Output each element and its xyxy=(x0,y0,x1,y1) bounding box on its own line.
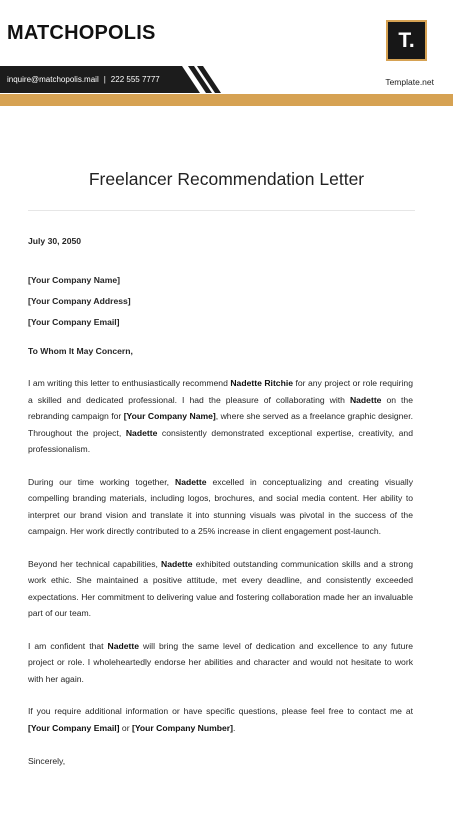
p4-text-2: will bring the same level of dedication and excellence to any future project or role. I wholeheartedly endorse her abilities and character and would not hesitate to work with her again. xyxy=(28,640,413,684)
letter-date: July 30, 2050 xyxy=(28,236,82,246)
p5-bold-1: [Your Company Email] xyxy=(28,722,120,733)
contact-separator: | xyxy=(103,75,106,84)
p5-text-2: or xyxy=(119,722,132,733)
paragraph-2 xyxy=(28,474,413,540)
p4-bold-1: Nadette xyxy=(107,640,140,651)
contact-bar xyxy=(0,66,225,93)
paragraph-5 xyxy=(28,703,413,736)
p5-bold-2: [Your Company Number] xyxy=(131,722,234,733)
contact-email: inquire@matchopolis.mail xyxy=(7,75,99,84)
p1-text-4: , where she served as a freelance graphic designer. Throughout the project, xyxy=(28,411,413,438)
p1-bold-4: Nadette xyxy=(125,427,158,438)
p2-text-1: During our time working together, xyxy=(28,476,175,487)
p1-bold-1: Nadette Ritchie xyxy=(230,378,293,388)
p5-text-3: . xyxy=(233,722,236,733)
letter-title: Freelancer Recommendation Letter xyxy=(88,169,365,189)
paragraph-4 xyxy=(28,638,413,688)
brand-name: MATCHOPOLIS xyxy=(7,22,156,44)
paragraph-3 xyxy=(28,556,413,622)
p3-text-2: exhibited outstanding communication skills and a strong work ethic. She maintained a positive attitude, met every deadline, and consistently exceeded expectations. Her commitment to delivering value and fostering collaboration made her an invaluable part of our team. xyxy=(28,558,413,618)
contact-info xyxy=(7,66,160,93)
site-label: Template.net xyxy=(385,77,434,87)
p2-text-2: excelled in conceptualizing and creating visually compelling branding materials, including logos, brochures, and social media content. Her ability to interpret our brand vision and translate it into stunning visuals was pivotal in the success of the campaign. Her work directly contributed to a 25% increase in client engagement post-launch. xyxy=(28,476,413,536)
letter-body xyxy=(28,233,413,770)
closing: Sincerely, xyxy=(28,756,66,766)
contact-phone: 222 555 7777 xyxy=(110,75,160,84)
accent-band xyxy=(0,94,453,106)
paragraph-1 xyxy=(28,375,413,458)
company-email: [Your Company Email] xyxy=(28,316,120,327)
p1-text-1: I am writing this letter to enthusiastically recommend xyxy=(28,378,231,388)
template-logo xyxy=(386,20,427,61)
title-divider xyxy=(28,210,415,211)
p1-text-2: for any project or role requiring a skilled and dedicated professional. I had the pleasure of collaborating with xyxy=(28,378,413,405)
salutation: To Whom It May Concern, xyxy=(28,345,133,356)
p5-text-1: If you require additional information or have specific questions, please feel free to contact me at xyxy=(28,706,413,716)
p3-bold-1: Nadette xyxy=(161,558,193,569)
p4-text-1: I am confident that xyxy=(28,640,108,651)
company-block xyxy=(28,270,413,333)
logo-letter: T. xyxy=(388,22,425,59)
p1-text-3: on the rebranding campaign for xyxy=(28,394,413,421)
p1-bold-2: Nadette xyxy=(349,394,382,405)
p1-bold-3: [Your Company Name] xyxy=(123,411,216,421)
p1-text-5: consistently demonstrated exceptional expertise, creativity, and professionalism. xyxy=(28,427,413,454)
p3-text-1: Beyond her technical capabilities, xyxy=(28,558,162,569)
company-name: [Your Company Name] xyxy=(28,274,120,285)
company-address: [Your Company Address] xyxy=(28,295,131,306)
p2-bold-1: Nadette xyxy=(174,476,207,487)
